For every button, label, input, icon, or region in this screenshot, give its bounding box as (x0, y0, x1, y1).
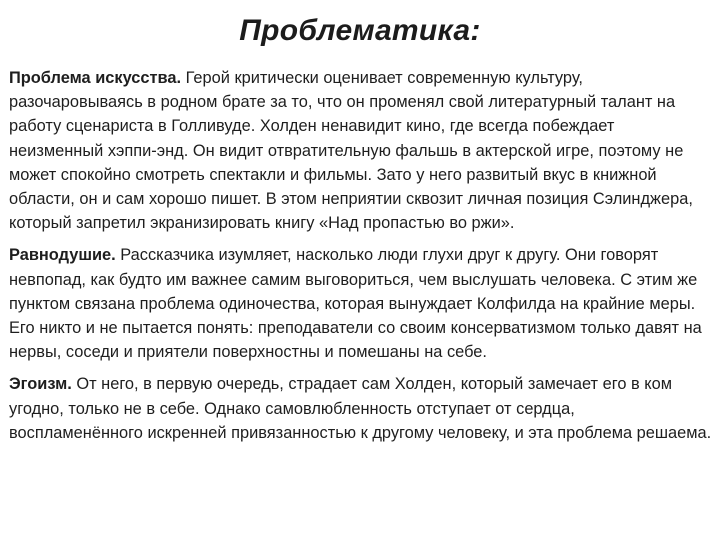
paragraph-lead: Равнодушие. (9, 246, 116, 265)
paragraph-egoism (9, 372, 713, 445)
paragraph-indifference (9, 243, 713, 364)
paragraph-lead: Эгоизм. (9, 375, 72, 394)
paragraph-text: От него, в первую очередь, страдает сам Холден, который замечает его в ком угодно, только не в себе. Однако самовлюбленность отступает от сердца, воспламенённого искренней привязанностью к другому человеку, и эта проблема решаема. (9, 375, 712, 442)
paragraph-text: Герой критически оценивает современную культуру, разочаровываясь в родном брате за то, что он променял свой литературный талант на работу сценариста в Голливуде. Холден ненавидит кино, где всегда побеждает неизменный хэппи-энд. Он видит отвратительную фальшь в актерской игре, поэтому не может спокойно смотреть спектакли и фильмы. Зато у него развитый вкус в книжной области, он и сам хорошо пишет. В этом неприятии сквозит личная позиция Сэлинджера, который запретил экранизировать книгу «Над пропастью во ржи». (9, 69, 693, 233)
paragraph-lead: Проблема искусства. (9, 69, 182, 87)
paragraph-text: Рассказчика изумляет, насколько люди глухи друг к другу. Они говорят невпопад, как будто им важнее самим выговориться, чем выслушать человека. С этим же пунктом связана проблема одиночества, которая вынуждает Колфилда на крайние меры. Его никто и не пытается понять: преподаватели со своим консерватизмом только давят на нервы, соседи и приятели поверхностны и помешаны на себе. (9, 246, 702, 362)
paragraph-art-problem (9, 66, 713, 235)
slide-body (9, 66, 713, 453)
slide-title: Проблематика: (239, 14, 481, 47)
